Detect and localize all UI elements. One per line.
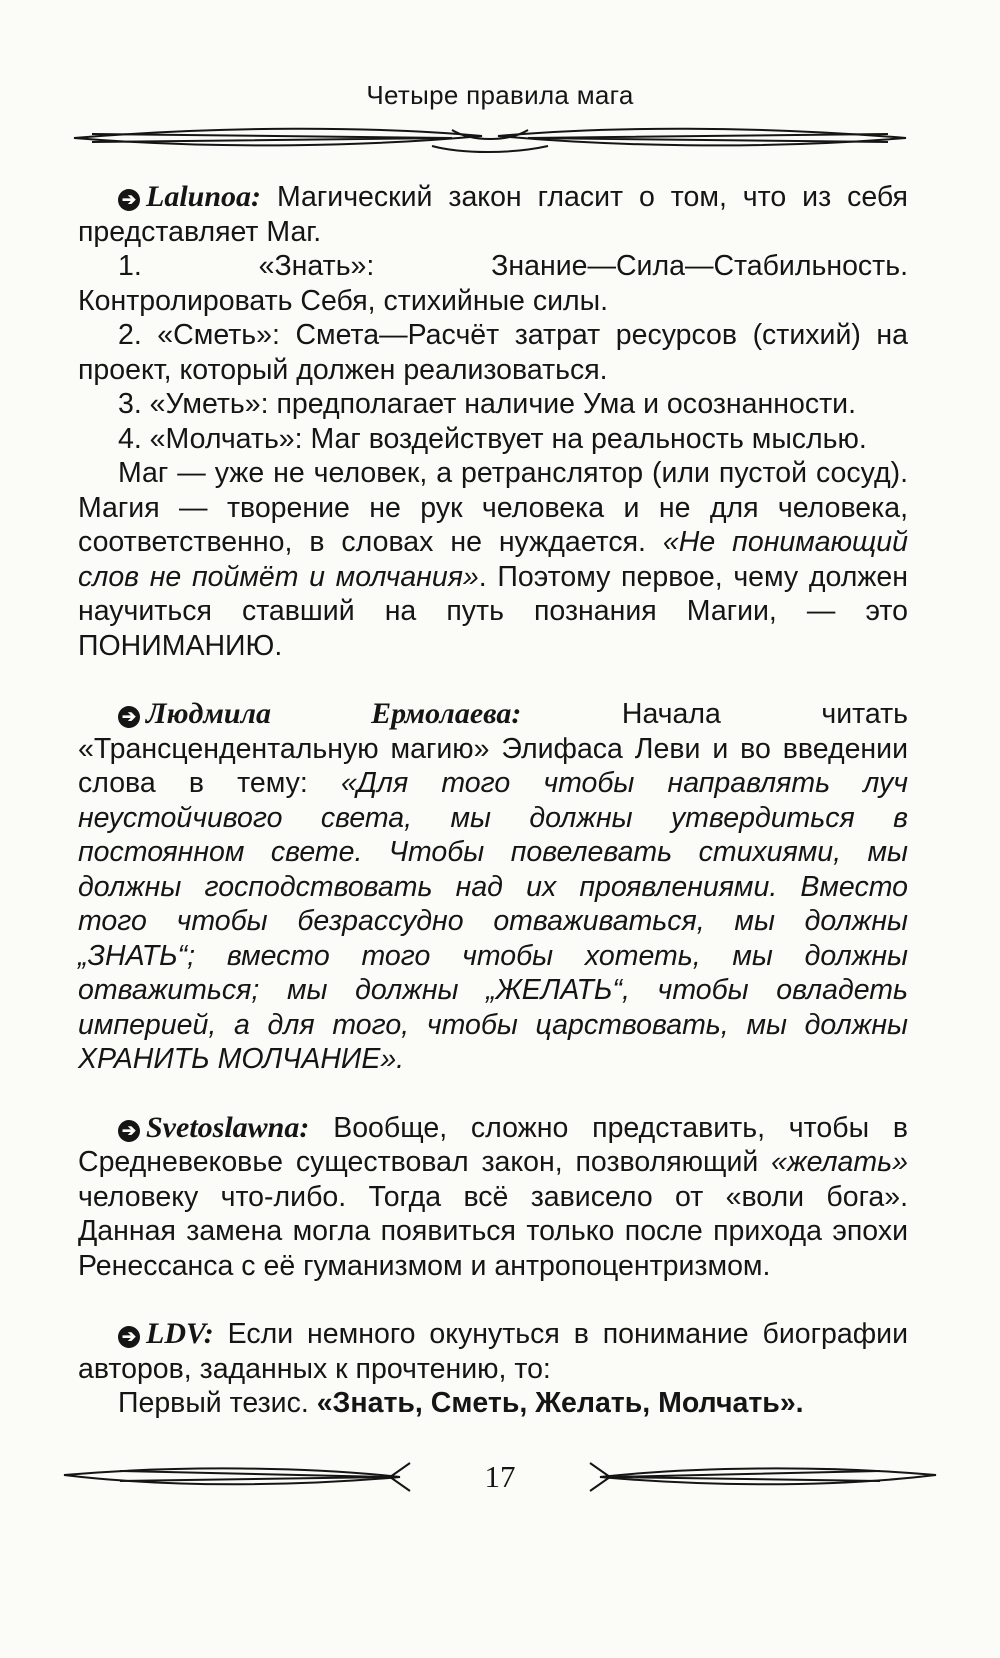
comment-arrow-icon: ➔ — [118, 189, 140, 211]
body-text: 3. «Уметь»: предполагает наличие Ума и осознанности. — [118, 388, 856, 420]
post-paragraph — [78, 1386, 908, 1421]
post-author: LDV: — [146, 1317, 214, 1350]
post-separator — [78, 1283, 908, 1317]
post-separator — [78, 663, 908, 697]
body-text: Магический закон гласит о том, что из себя представляет Маг. — [78, 181, 908, 248]
body-text: 4. «Молчать»: Маг воздействует на реальность мыслью. — [118, 422, 867, 455]
post-first-paragraph — [78, 180, 908, 249]
comment-arrow-icon: ➔ — [118, 1120, 140, 1142]
post-first-paragraph — [78, 697, 908, 1077]
post-separator — [78, 1077, 908, 1111]
post-author: Людмила Ермолаева: — [146, 697, 522, 730]
quote-text: «желать» — [771, 1146, 908, 1178]
post-paragraph — [78, 456, 908, 663]
comment-arrow-icon: ➔ — [118, 1326, 140, 1348]
quote-text: «Для того чтобы направлять луч неустойчивого света, мы должны утвердиться в постоянном свете. Чтобы повелевать стихиями, мы должны господствовать над их проявлениями. Вместо того чтобы безрассудно отваживаться, мы должны „ЗНАТЬ“; вместо того чтобы хотеть, мы должны отважиться; мы должны „ЖЕЛАТЬ“, чтобы овладеть империей, а для того, чтобы царствовать, мы должны ХРАНИТЬ МОЛЧАНИЕ». — [78, 767, 908, 1075]
post-author: Svetoslawna: — [146, 1110, 310, 1144]
body-text: Первый тезис. — [118, 1387, 317, 1419]
body-text: 1. «Знать»: Знание—Сила—Стабильность. Контролировать Себя, стихийные силы. — [78, 250, 908, 317]
body-text: человеку что-либо. Тогда всё зависело от «воли бога». Данная замена могла появиться только после прихода эпохи Ренессанса с её гуманизмом и антропоцентризмом. — [78, 1180, 908, 1282]
body-text: . Поэтому первое, чему должен научиться ставший на путь познания Магии, — это ПОНИМАНИЮ. — [78, 560, 908, 662]
posts-container — [78, 180, 908, 1421]
header-ornament — [72, 120, 908, 156]
quote-text: «Не понимающий слов не поймёт и молчания» — [78, 526, 908, 593]
body-text: Вообще, сложно представить, чтобы в Средневековье существовал закон, позволяющий — [78, 1111, 909, 1178]
body-text: Если немного окунуться в понимание биографии авторов, заданных к прочтению, то: — [78, 1318, 909, 1385]
post-paragraph — [78, 318, 908, 387]
post-first-paragraph — [78, 1111, 908, 1284]
page-number: 17 — [484, 1459, 516, 1494]
post-first-paragraph — [78, 1317, 908, 1386]
post-paragraph — [78, 422, 908, 457]
body-text: Маг — уже не человек, а ретранслятор (или пустой сосуд). Магия — творение не рук человека и не для человека, соответственно, в словах не нуждается. — [78, 457, 908, 558]
post-author: Lalunoa: — [146, 180, 262, 213]
body-text: 2. «Сметь»: Смета—Расчёт затрат ресурсов (стихий) на проект, который должен реализоваться. — [78, 319, 908, 386]
body-text: Начала читать «Трансцендентальную магию» Элифаса Леви и во введении слова в тему: — [78, 698, 908, 799]
running-header: Четыре правила мага — [366, 80, 634, 110]
bold-text: «Знать, Сметь, Желать, Молчать». — [316, 1387, 804, 1419]
comment-arrow-icon: ➔ — [118, 706, 140, 728]
post-paragraph — [78, 387, 908, 422]
post-paragraph — [78, 249, 908, 318]
